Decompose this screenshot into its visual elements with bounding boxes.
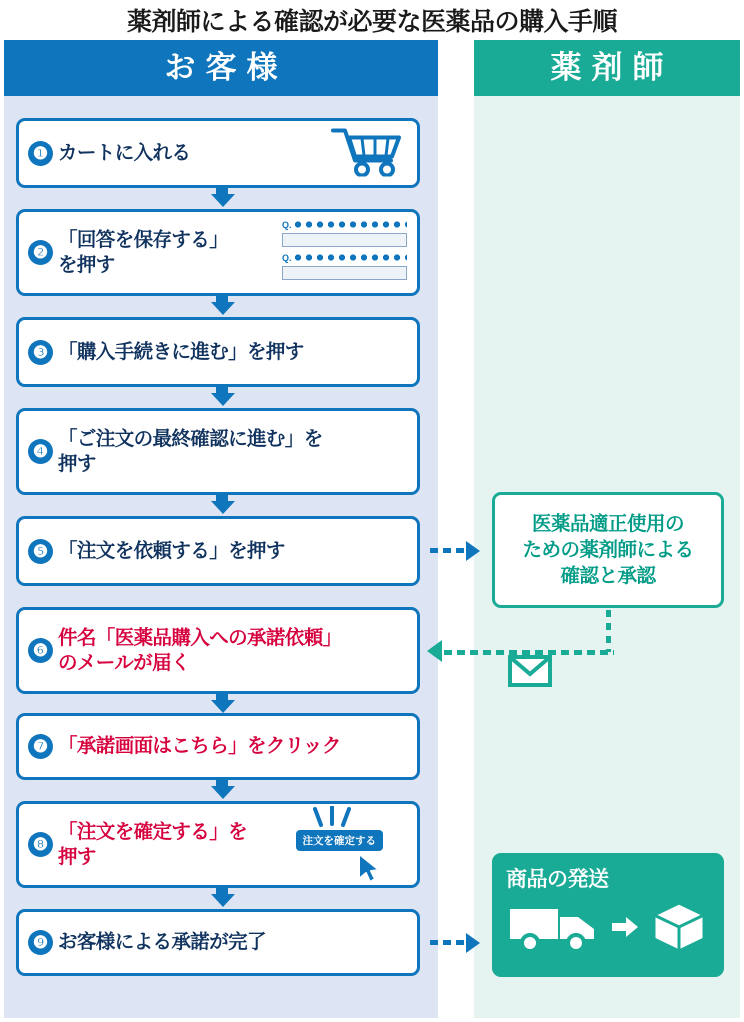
step-6-number: ❻ bbox=[28, 638, 53, 663]
step-8-label-line1: 「注文を確定する」を bbox=[58, 820, 248, 843]
step-4-label-line2: 押す bbox=[58, 452, 96, 475]
connector-pharmacist-to-step6-arrowhead bbox=[427, 640, 442, 662]
step-2-label-line2: を押す bbox=[58, 253, 115, 276]
step-8-label bbox=[58, 820, 247, 870]
step-3[interactable] bbox=[16, 317, 420, 387]
questionnaire-line-2 bbox=[282, 253, 407, 263]
shipping-icons bbox=[492, 893, 724, 960]
step-6[interactable] bbox=[16, 607, 420, 694]
step-9[interactable] bbox=[16, 909, 420, 976]
delivery-truck-icon bbox=[508, 899, 600, 960]
connector-step9-to-shipping bbox=[430, 940, 468, 945]
connector-step9-to-shipping-arrowhead bbox=[466, 933, 480, 953]
step-1-label: カートに入れる bbox=[58, 141, 191, 164]
step-6-label-line1: 件名「医薬品購入への承諾依頼」 bbox=[58, 626, 342, 649]
step-5-number: ❺ bbox=[28, 539, 53, 564]
connector-arrow-6-7 bbox=[211, 700, 235, 713]
step-2-label bbox=[58, 228, 228, 278]
questionnaire-line-1 bbox=[282, 220, 407, 230]
questionnaire-form-icon bbox=[282, 220, 407, 286]
shipping-box bbox=[492, 853, 724, 977]
step-3-label: 「購入手続きに進む」を押す bbox=[58, 340, 304, 363]
step-6-label-line2: のメールが届く bbox=[58, 651, 190, 674]
connector-arrow-8-9 bbox=[211, 894, 235, 907]
shopping-cart-icon bbox=[329, 125, 403, 182]
connector-arrow-1-2 bbox=[211, 194, 235, 207]
connector-arrow-2-3 bbox=[211, 302, 235, 315]
customer-column-header: お客様 bbox=[4, 40, 438, 96]
step-7-number: ❼ bbox=[28, 734, 53, 759]
parcel-box-icon bbox=[650, 899, 708, 960]
step-8-number: ❽ bbox=[28, 832, 53, 857]
connector-pharmacist-down bbox=[606, 610, 611, 652]
step-6-label bbox=[58, 626, 342, 676]
email-icon bbox=[508, 655, 552, 692]
questionnaire-field-1 bbox=[282, 233, 407, 247]
sparkle-icon bbox=[309, 806, 355, 830]
step-2-label-line1: 「回答を保存する」 bbox=[58, 228, 229, 251]
pharmacist-check-line1: 医薬品適正使用の bbox=[531, 512, 684, 535]
questionnaire-field-2 bbox=[282, 266, 407, 280]
step-3-number: ❸ bbox=[28, 340, 53, 365]
step-7[interactable] bbox=[16, 713, 420, 780]
connector-arrow-3-4 bbox=[211, 393, 235, 406]
pharmacist-column-header: 薬剤師 bbox=[474, 40, 740, 96]
confirm-order-button-icon: 注文を確定する bbox=[296, 830, 384, 851]
step-1[interactable] bbox=[16, 118, 420, 188]
connector-step5-to-pharmacist-arrowhead bbox=[466, 541, 480, 561]
pharmacist-check-box bbox=[492, 492, 724, 608]
step-9-label: お客様による承諾が完了 bbox=[58, 931, 266, 954]
step-9-number: ❾ bbox=[28, 930, 53, 955]
shipping-title: 商品の発送 bbox=[506, 868, 609, 891]
mouse-cursor-icon bbox=[356, 852, 382, 889]
step-5-label: 「注文を依頼する」を押す bbox=[58, 539, 285, 562]
questionnaire-dots-2 bbox=[294, 254, 407, 261]
step-4-label bbox=[58, 427, 323, 477]
step-5[interactable] bbox=[16, 516, 420, 586]
step-4-label-line1: 「ご注文の最終確認に進む」を bbox=[58, 427, 323, 450]
pharmacist-check-line3: 確認と承認 bbox=[560, 565, 656, 588]
questionnaire-q-label-2: Q. bbox=[282, 252, 292, 263]
questionnaire-q-label-1: Q. bbox=[282, 219, 292, 230]
step-2[interactable] bbox=[16, 209, 420, 296]
step-8[interactable] bbox=[16, 801, 420, 888]
step-2-number: ❷ bbox=[28, 240, 53, 265]
step-4[interactable] bbox=[16, 408, 420, 495]
step-7-label: 「承諾画面はこちら」をクリック bbox=[58, 735, 341, 758]
questionnaire-dots-1 bbox=[294, 221, 407, 228]
page-title: 薬剤師による確認が必要な医薬品の購入手順 bbox=[126, 8, 617, 36]
connector-arrow-7-8 bbox=[211, 786, 235, 799]
right-arrow-icon bbox=[610, 914, 640, 945]
step-4-number: ❹ bbox=[28, 439, 53, 464]
connector-step5-to-pharmacist bbox=[430, 548, 468, 553]
pharmacist-check-line2: ための薬剤師による bbox=[522, 538, 694, 561]
step-8-label-line2: 押す bbox=[58, 845, 96, 868]
step-1-number: ❶ bbox=[28, 141, 53, 166]
connector-arrow-4-5 bbox=[211, 501, 235, 514]
